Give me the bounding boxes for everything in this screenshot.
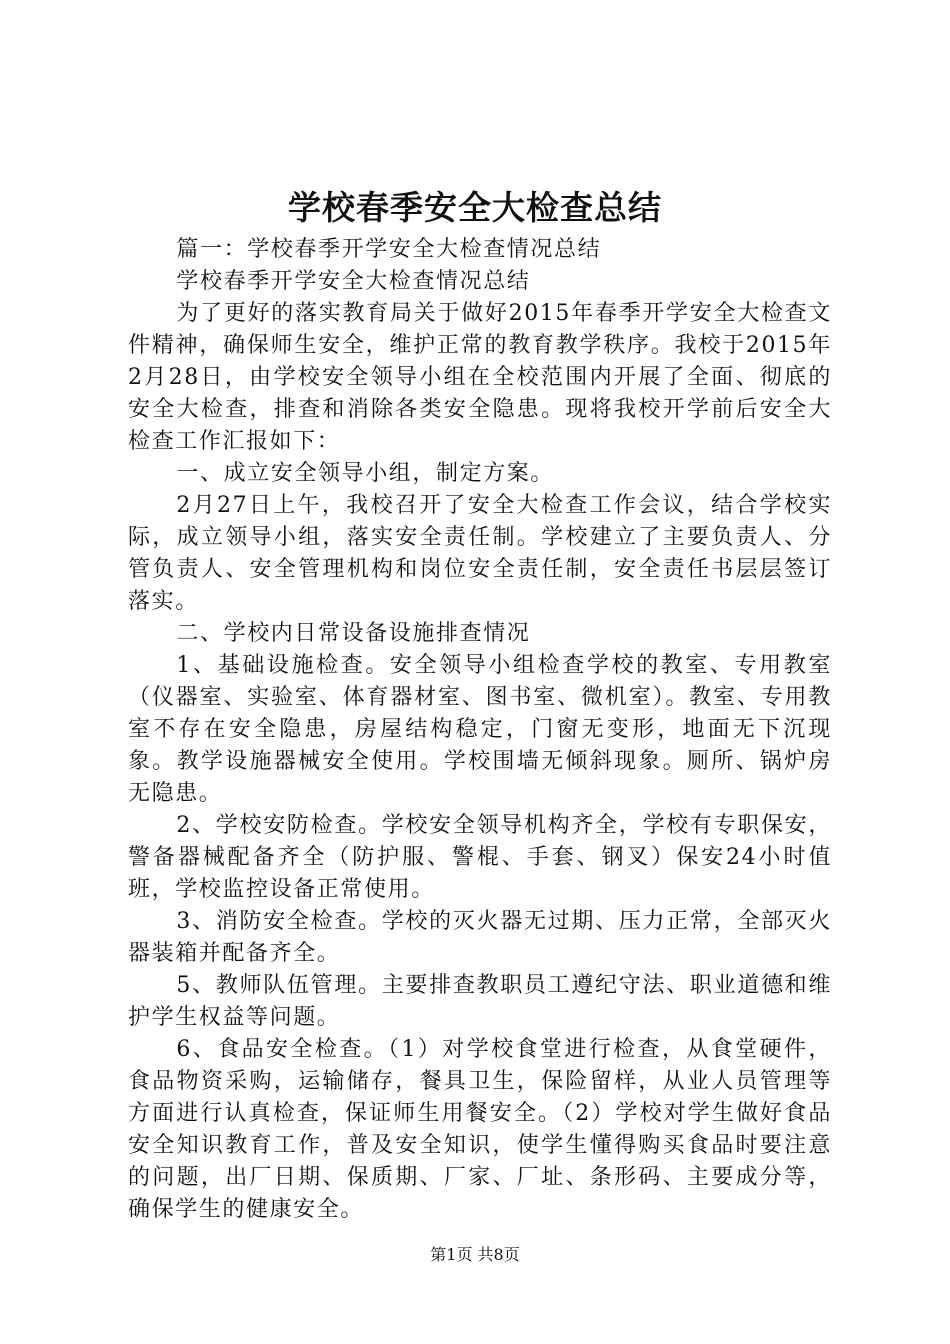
paragraph-intro: 为了更好的落实教育局关于做好2015年春季开学安全大检查文件精神，确保师生安全，维护正常的教育教学秩序。我校于2015年2月28日，由学校安全领导小组在全校范围内开展了全面、彻底的安全大检查，排查和消除各类安全隐患。现将我校开学前后安全大检查工作汇报如下：	[128, 301, 832, 454]
paragraph-infrastructure: 1、基础设施检查。安全领导小组检查学校的教室、专用教室（仪器室、实验室、体育器材室、图书室、微机室）。教室、专用教室不存在安全隐患，房屋结构稳定，门窗无变形，地面无下沉现象。教学设施器械安全使用。学校围墙无倾斜现象。厕所、锅炉房无隐患。	[128, 653, 832, 806]
page-footer: 第1页 共8页	[430, 1245, 520, 1264]
paragraph-section-heading: 篇一：学校春季开学安全大检查情况总结	[176, 237, 602, 262]
paragraph-heading-one: 一、成立安全领导小组，制定方案。	[176, 461, 554, 486]
paragraph-staff: 5、教师队伍管理。主要排查教职员工遵纪守法、职业道德和维护学生权益等问题。	[128, 973, 832, 1030]
paragraph-security: 2、学校安防检查。学校安全领导机构齐全，学校有专职保安，警备器械配备齐全（防护服、警棍、手套、钢叉）保安24小时值班，学校监控设备正常使用。	[128, 813, 832, 902]
paragraph-subtitle: 学校春季开学安全大检查情况总结	[176, 269, 531, 294]
document-title: 学校春季安全大检查总结	[288, 188, 662, 227]
paragraph-heading-two: 二、学校内日常设备设施排查情况	[176, 621, 531, 646]
paragraph-meeting: 2月27日上午，我校召开了安全大检查工作会议，结合学校实际，成立领导小组，落实安全责任制。学校建立了主要负责人、分管负责人、安全管理机构和岗位安全责任制，安全责任书层层签订落实。	[128, 493, 832, 614]
paragraph-food-safety: 6、食品安全检查。（1）对学校食堂进行检查，从食堂硬件，食品物资采购，运输储存，餐具卫生，保险留样，从业人员管理等方面进行认真检查，保证师生用餐安全。（2）学校对学生做好食品安全知识教育工作，普及安全知识，使学生懂得购买食品时要注意的问题，出厂日期、保质期、厂家、厂址、条形码、主要成分等，确保学生的健康安全。	[128, 1037, 832, 1222]
document-body	[128, 234, 832, 1226]
paragraph-fire-safety: 3、消防安全检查。学校的灭火器无过期、压力正常，全部灭火器装箱并配备齐全。	[128, 909, 832, 966]
